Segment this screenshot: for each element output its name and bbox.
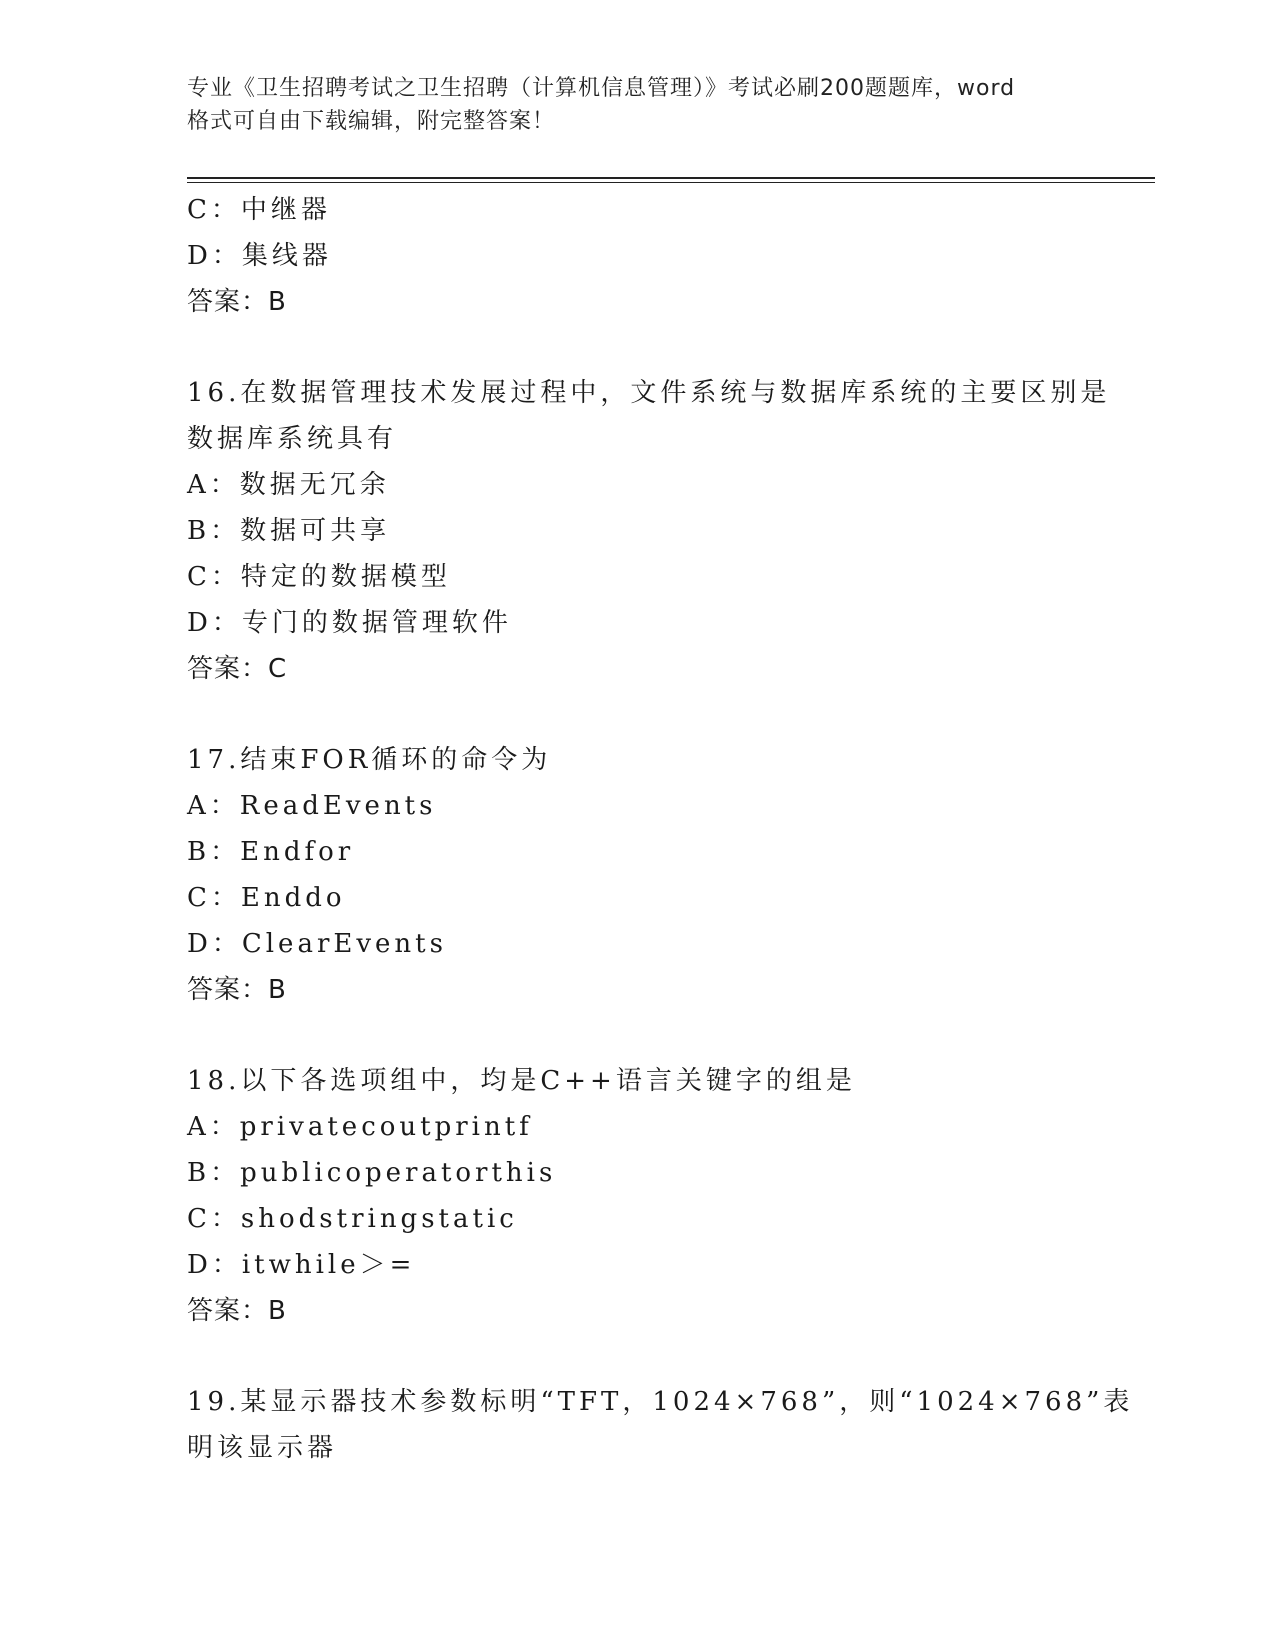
question-19 xyxy=(187,1379,1134,1471)
question-17 xyxy=(187,737,1087,1013)
answer: 答案：B xyxy=(187,975,287,1005)
question-18 xyxy=(187,1058,1087,1334)
document-header xyxy=(187,72,1087,138)
answer: 答案：B xyxy=(187,287,287,317)
header-rule-thin xyxy=(187,182,1155,183)
option-c: C：Enddo xyxy=(187,883,346,913)
question-stem-cont: 明该显示器 xyxy=(187,1433,338,1463)
option-d: D：itwhile＞= xyxy=(187,1250,416,1280)
question-stem: 18.以下各选项组中，均是C++语言关键字的组是 xyxy=(187,1066,856,1096)
option-b: B：Endfor xyxy=(187,837,355,867)
option-d: D：ClearEvents xyxy=(187,929,447,959)
question-stem: 19.某显示器技术参数标明“TFT，1024×768”，则“1024×768”表 xyxy=(187,1387,1134,1417)
question-stem: 17.结束FOR循环的命令为 xyxy=(187,745,552,775)
header-line-1: 专业《卫生招聘考试之卫生招聘（计算机信息管理）》考试必刷200题题库，word xyxy=(187,76,1016,101)
option-a: A：ReadEvents xyxy=(187,791,437,821)
spacer xyxy=(187,692,1087,737)
answer: 答案：B xyxy=(187,1296,287,1326)
option-b: B：publicoperatorthis xyxy=(187,1158,557,1188)
header-line-2: 格式可自由下载编辑，附完整答案！ xyxy=(187,109,556,134)
question-stem-cont: 数据库系统具有 xyxy=(187,424,398,454)
spacer xyxy=(187,1013,1087,1058)
option-d: D：专门的数据管理软件 xyxy=(187,608,512,638)
question-15 xyxy=(187,187,1087,325)
spacer xyxy=(187,1334,1087,1379)
option-d: D：集线器 xyxy=(187,241,332,271)
option-a: A：privatecoutprintf xyxy=(187,1112,533,1142)
question-stem: 16.在数据管理技术发展过程中，文件系统与数据库系统的主要区别是 xyxy=(187,378,1111,408)
question-16 xyxy=(187,370,1111,692)
option-a: A：数据无冗余 xyxy=(187,470,390,500)
option-c: C：特定的数据模型 xyxy=(187,562,451,592)
option-c: C：中继器 xyxy=(187,195,331,225)
answer: 答案：C xyxy=(187,654,288,684)
spacer xyxy=(187,325,1087,370)
question-list xyxy=(187,187,1134,1471)
option-c: C：shodstringstatic xyxy=(187,1204,518,1234)
header-rule-thick xyxy=(187,177,1155,179)
option-b: B：数据可共享 xyxy=(187,516,391,546)
